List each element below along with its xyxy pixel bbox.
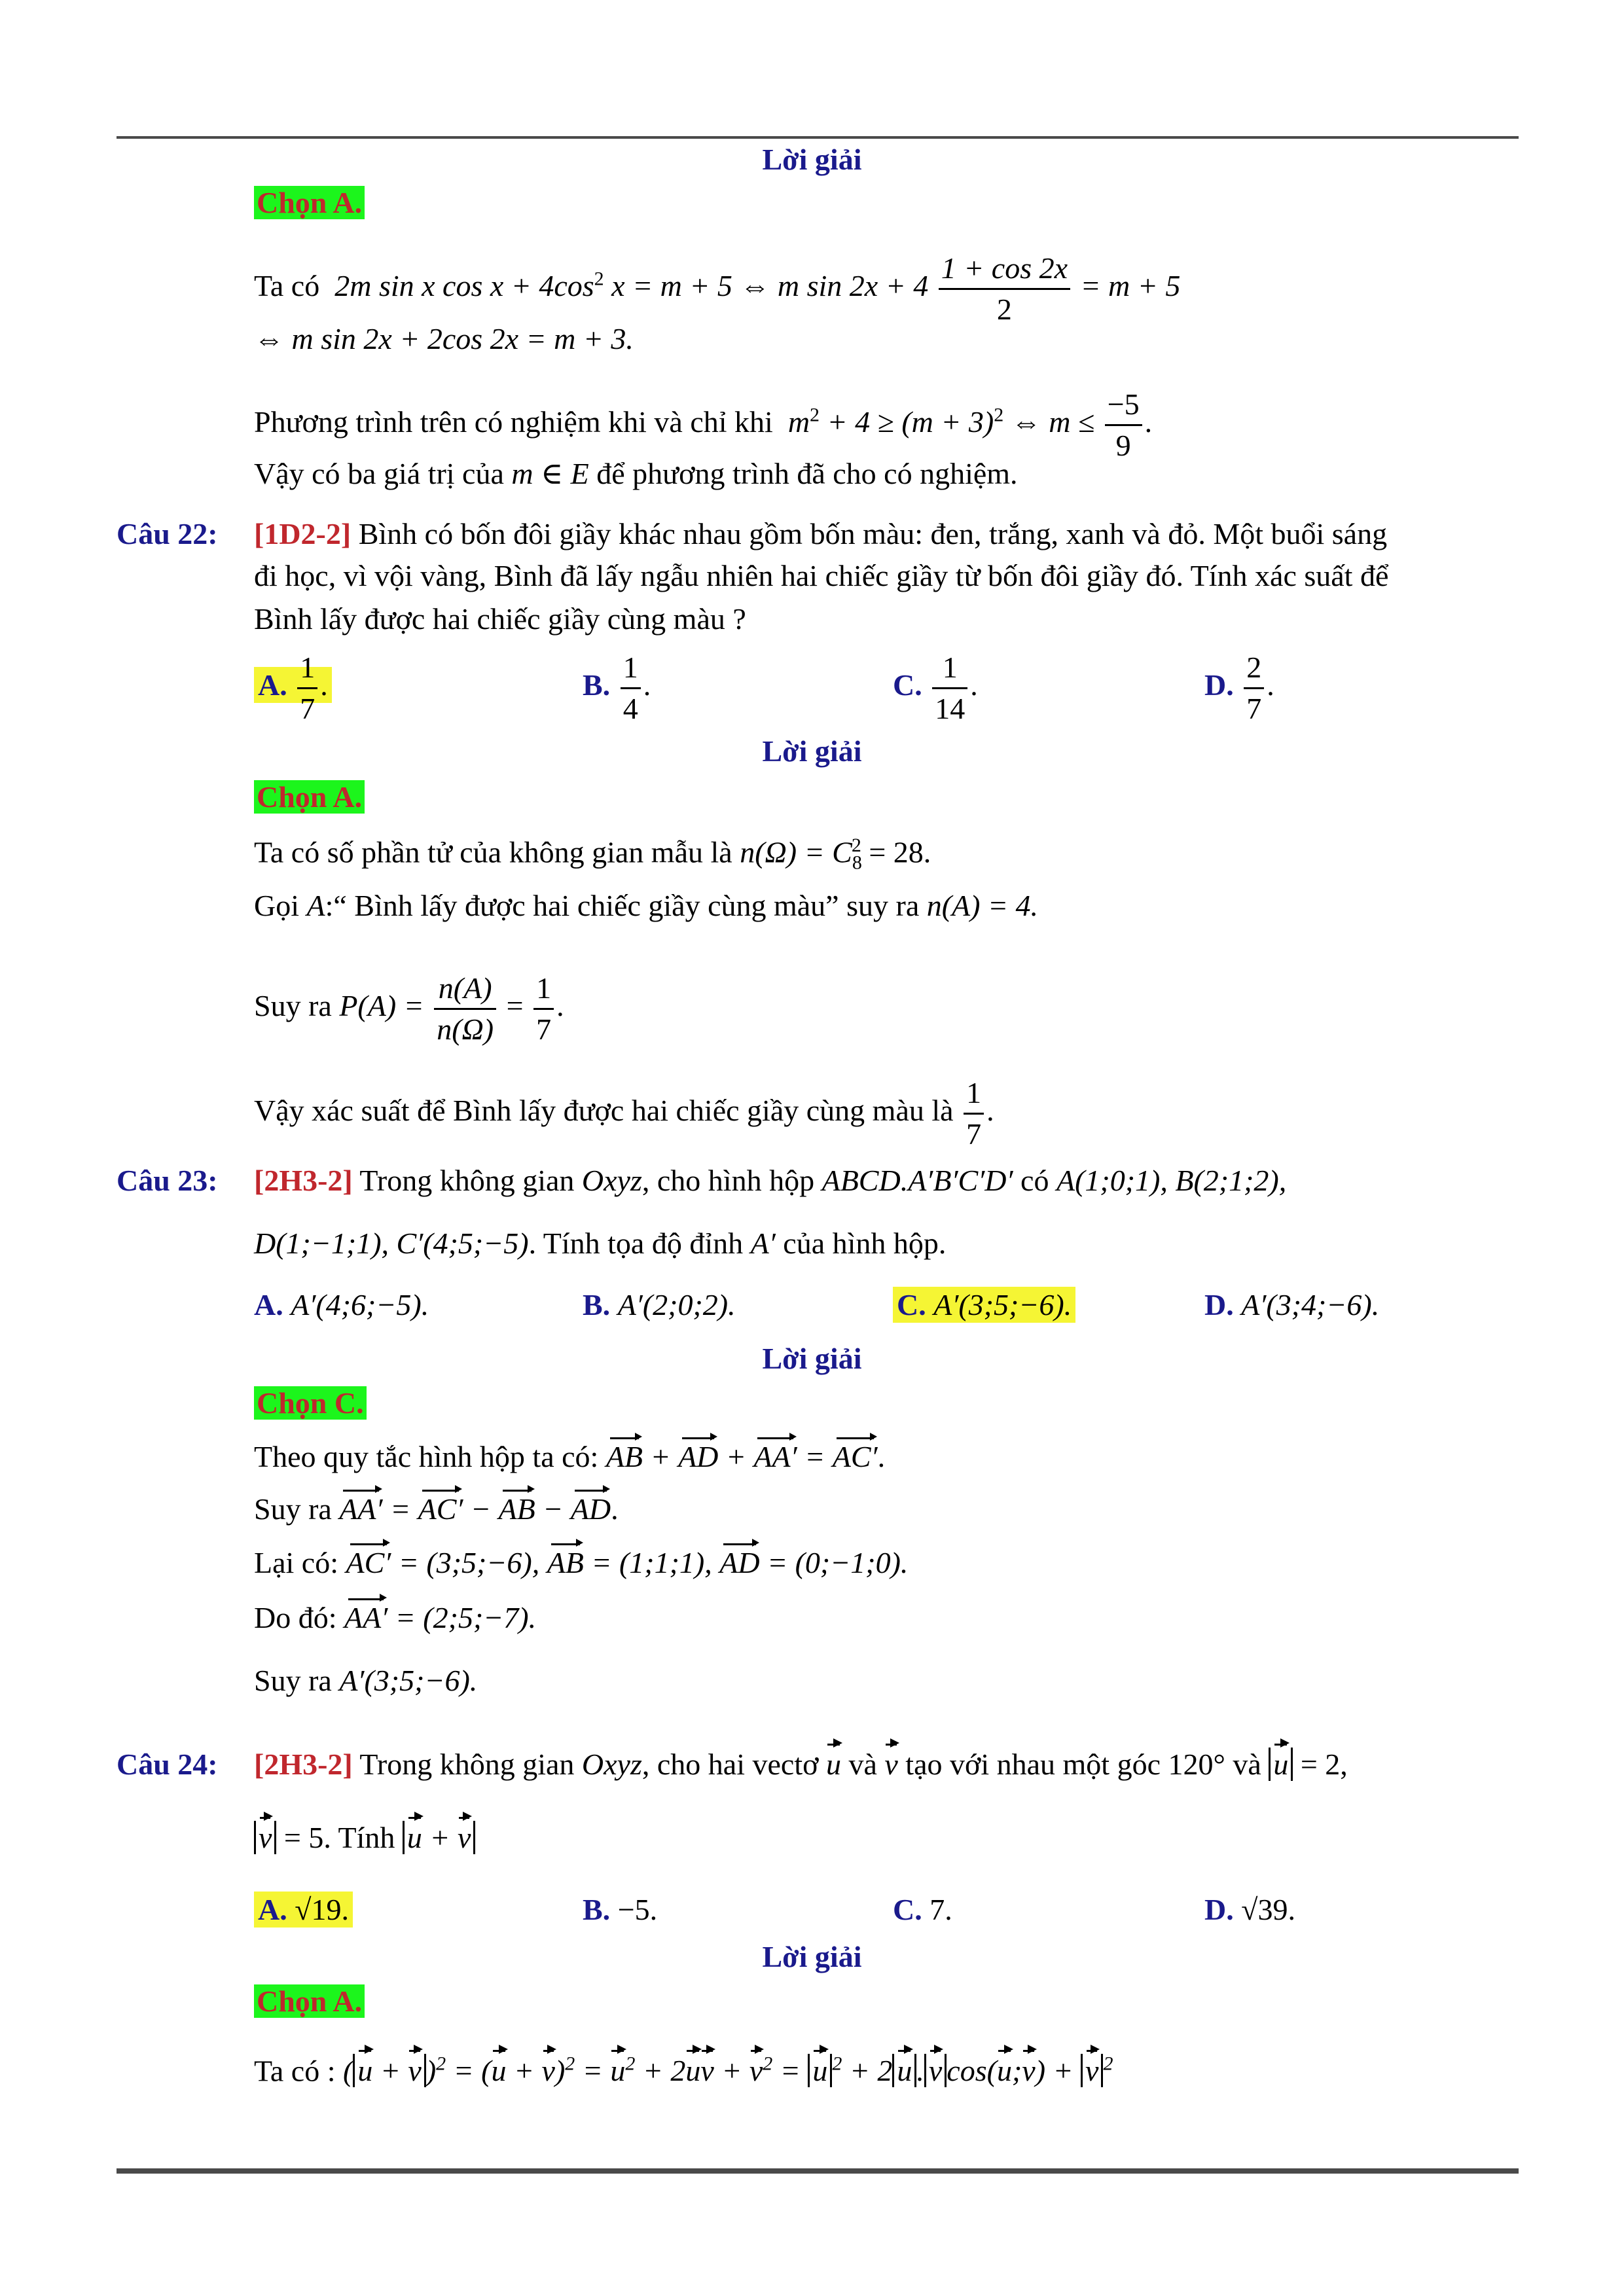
- question-number: Câu 22:: [117, 517, 218, 550]
- solution-heading: Lời giải: [762, 1940, 862, 1973]
- question-stem: [1D2-2] Bình có bốn đôi giầy khác nhau gồm bốn màu: đen, trắng, xanh và đỏ. Một buổi sáng: [254, 517, 1388, 550]
- solution-heading: Lời giải: [762, 1342, 862, 1375]
- solution-line: Suy ra AA′ = AC′ − AB − AD.: [254, 1491, 619, 1528]
- solution-line: Gọi A:“ Bình lấy được hai chiếc giầy cùng màu” suy ra n(A) = 4.: [254, 889, 1039, 922]
- bottom-rule: [117, 2168, 1519, 2174]
- option-a[interactable]: A. $\frac{1}{7}$ .: [254, 648, 332, 728]
- solution-line: Ta có 2m sin x $\cos x + 4\cos^2$ x = m + 5 ⇔ m sin 2x + 4 $\frac{1 + \cos 2x}{2}$ = m + 5: [254, 249, 1180, 329]
- question-stem: v = 5. Tính u + v: [254, 1820, 475, 1856]
- option-b[interactable]: B. $\frac{1}{4}$ .: [583, 648, 651, 728]
- solution-line: Vậy có ba giá trị của m ∈ E để phương trình đã cho có nghiệm.: [254, 457, 1018, 490]
- option-a[interactable]: A. A′(4;6;−5).: [254, 1288, 429, 1321]
- solution-line: Suy ra A′(3;5;−6).: [254, 1664, 478, 1697]
- solution-line: Phương trình trên có nghiệm khi và chỉ khi $m^2 + 4 \ge (m + 3)^2$ ⇔ m ≤ $\frac{-5}{9}$ .: [254, 385, 1152, 465]
- option-d[interactable]: D. A′(3;4;−6).: [1204, 1288, 1380, 1321]
- option-b[interactable]: B. −5.: [583, 1893, 658, 1926]
- solution-line: Vậy xác suất để Bình lấy được hai chiếc giầy cùng màu là $\frac{1}{7}$ .: [254, 1073, 994, 1154]
- option-b[interactable]: B. A′(2;0;2).: [583, 1288, 736, 1321]
- choice-answer: Chọn A.: [254, 1983, 365, 2020]
- option-c[interactable]: C. 7.: [893, 1893, 952, 1926]
- option-d[interactable]: D. $\frac{2}{7}$ .: [1204, 648, 1274, 728]
- solution-line: Ta có số phần tử của không gian mẫu là $n(\Omega) = C_8^2 = 28$.: [254, 834, 931, 874]
- solution-line: Theo quy tắc hình hộp ta có: AB + AD + AA′ = AC′.: [254, 1439, 885, 1475]
- option-d[interactable]: D. √39.: [1204, 1893, 1295, 1926]
- solution-line: Ta có : ( u + v )$^2 = (u + v)^2 = u^2 + 2uv + v^2 = u$ $^2$ + 2 u . v cos(u;v) + v $^2$: [254, 2046, 1113, 2089]
- top-rule: [117, 136, 1519, 139]
- solution-heading: Lời giải: [762, 143, 862, 176]
- option-c[interactable]: C. $\frac{1}{14}$ .: [893, 648, 978, 728]
- choice-answer: Chọn C.: [254, 1385, 367, 1422]
- choice-answer: Chọn A.: [254, 185, 365, 221]
- solution-line: ⇔ m sin 2x + 2cos 2x = m + 3.: [254, 322, 634, 355]
- question-number: Câu 23:: [117, 1164, 218, 1197]
- option-c[interactable]: C. A′(3;5;−6).: [893, 1287, 1075, 1323]
- option-a[interactable]: A. √19.: [254, 1892, 353, 1928]
- solution-heading: Lời giải: [762, 734, 862, 768]
- question-stem: [2H3-2] Trong không gian Oxyz, cho hình hộp ABCD.A′B′C′D′ có A(1;0;1), B(2;1;2),: [254, 1164, 1287, 1197]
- solution-line: Lại có: AC′ = (3;5;−6), AB = (1;1;1), AD = (0;−1;0).: [254, 1545, 908, 1581]
- question-stem: Bình lấy được hai chiếc giầy cùng màu ?: [254, 602, 746, 636]
- question-number: Câu 24:: [117, 1748, 218, 1781]
- solution-line: Do đó: AA′ = (2;5;−7).: [254, 1600, 536, 1636]
- question-stem: đi học, vì vội vàng, Bình đã lấy ngẫu nhiên hai chiếc giầy từ bốn đôi giầy đó. Tính xác suất để: [254, 559, 1389, 592]
- question-stem: [2H3-2] Trong không gian Oxyz, cho hai vectơ u và v tạo với nhau một góc 120° và u = 2,: [254, 1746, 1348, 1783]
- question-stem: D(1;−1;1), C′(4;5;−5). Tính tọa độ đỉnh A′ của hình hộp.: [254, 1227, 947, 1260]
- choice-answer: Chọn A.: [254, 779, 365, 816]
- solution-line: Suy ra P(A) = $\frac{n(A)}{n(\Omega)}$ = $\frac{1}{7}$ .: [254, 969, 564, 1049]
